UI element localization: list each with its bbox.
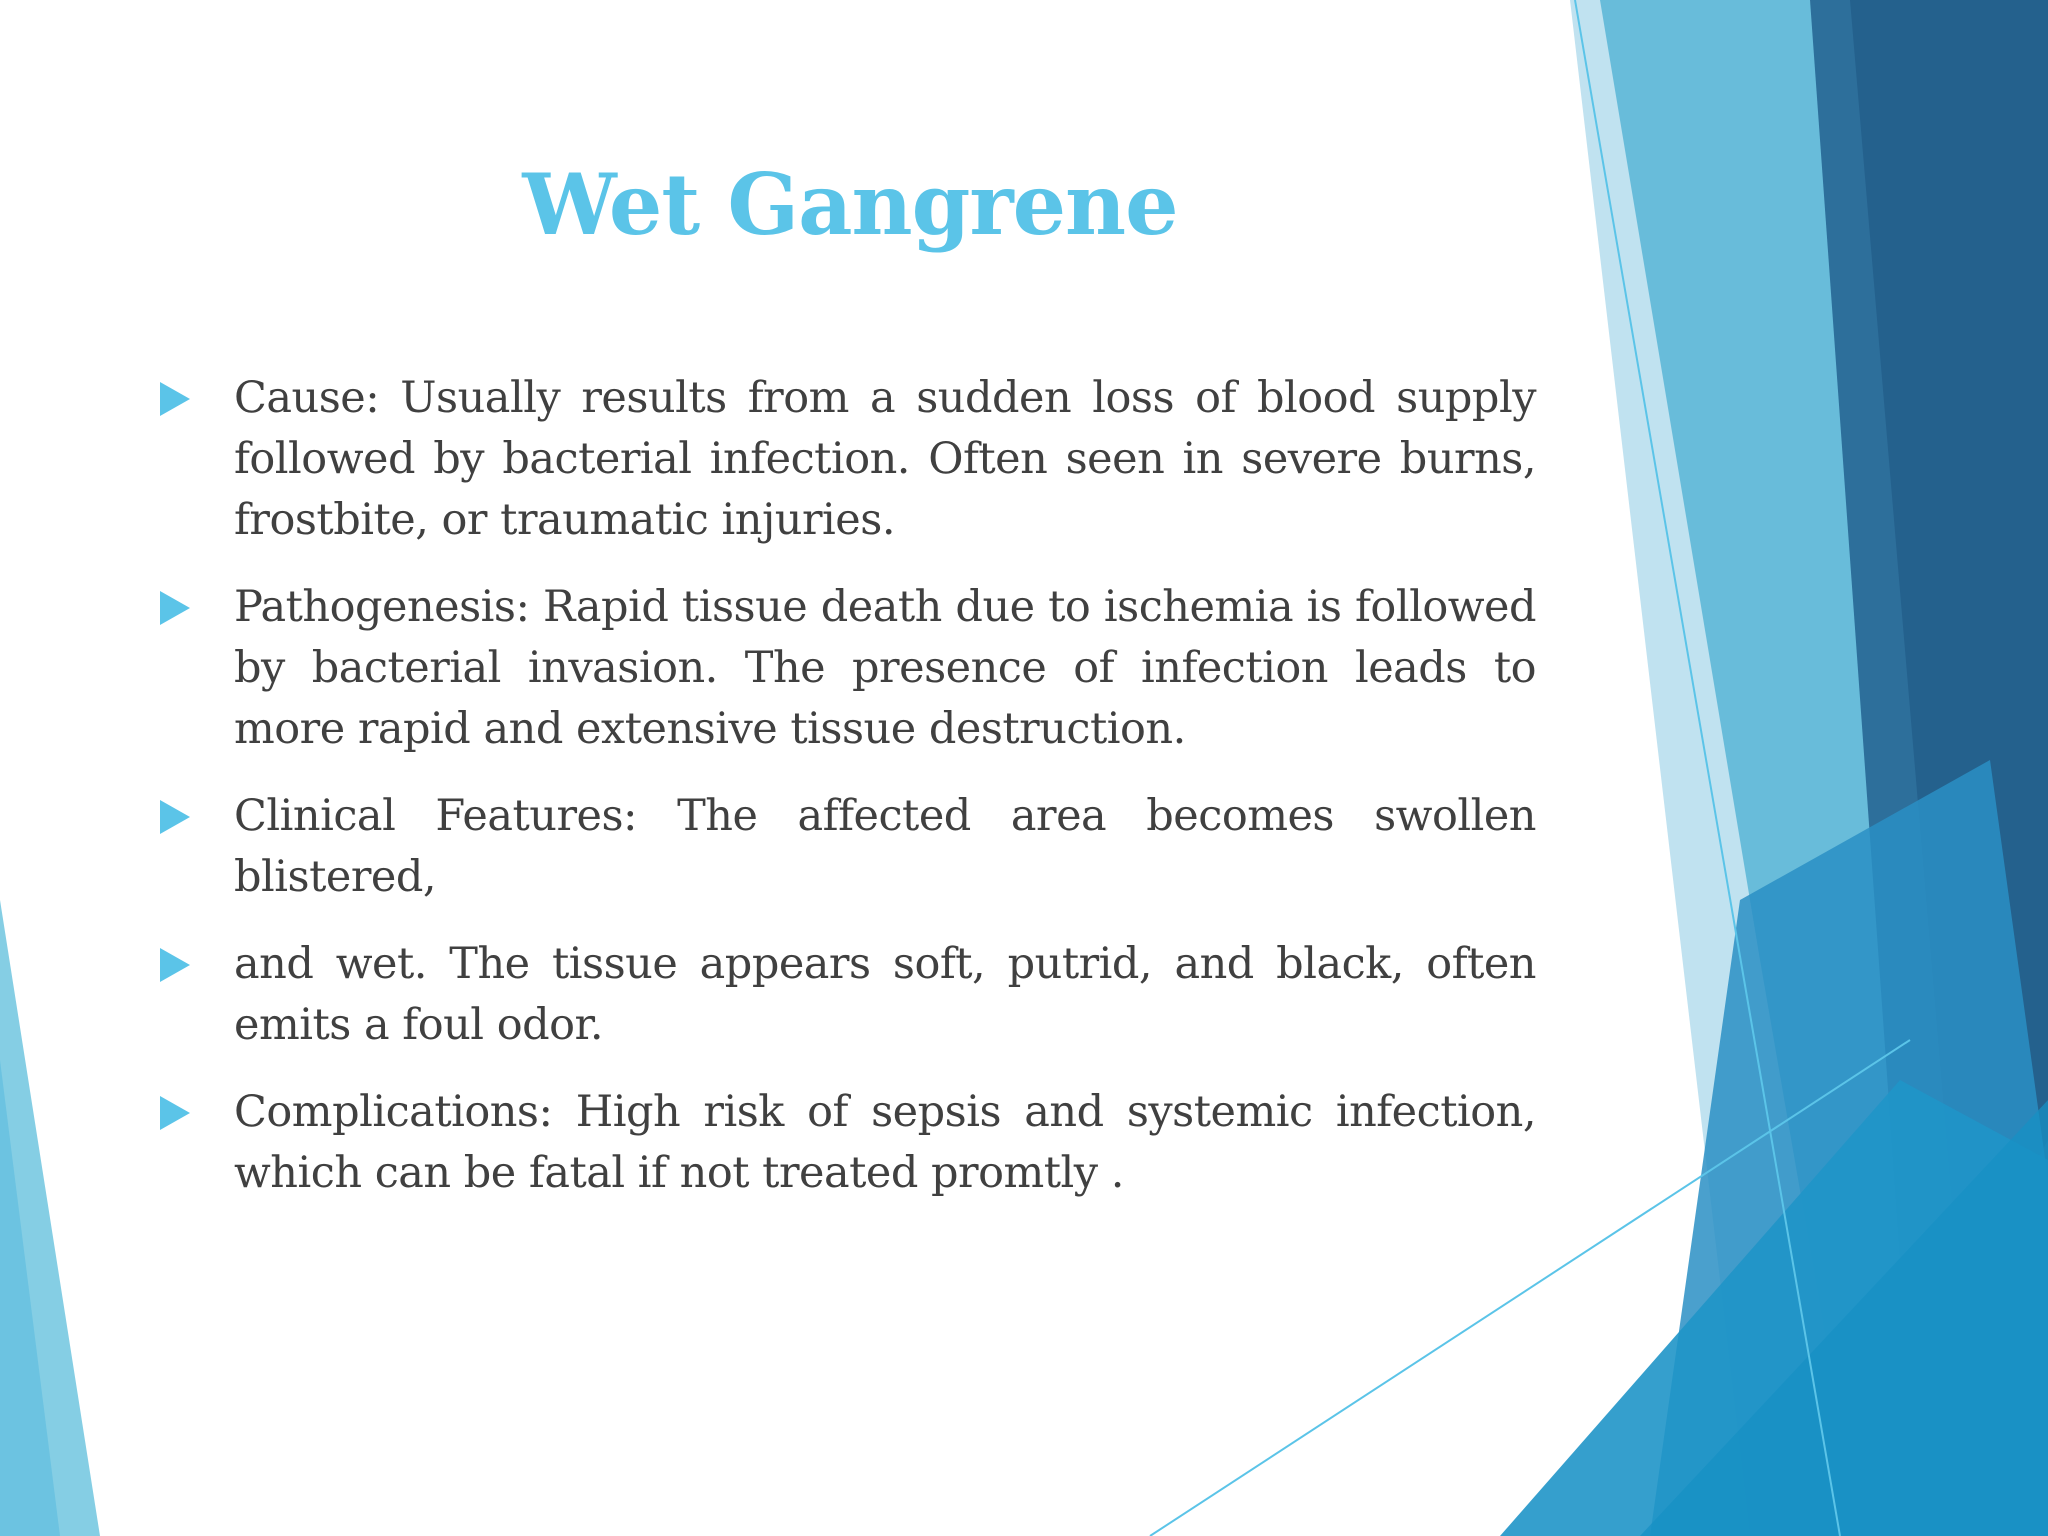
bullet-item: [160, 934, 1536, 1056]
triangle-right-icon: [160, 1096, 190, 1130]
bullet-text: Clinical Features: The affected area becomes swollen blistered,: [234, 791, 1536, 902]
bullet-list: [160, 368, 1536, 1230]
triangle-right-icon: [160, 382, 190, 416]
bullet-item: [160, 786, 1536, 908]
bullet-text: Complications: High risk of sepsis and systemic infection, which can be fatal if not treated promtly .: [234, 1087, 1536, 1198]
bullet-item: [160, 1082, 1536, 1204]
bullet-text: Cause: Usually results from a sudden loss of blood supply followed by bacterial infection. Often seen in severe burns, frostbite, or traumatic injuries.: [234, 373, 1536, 545]
bullet-text: Pathogenesis: Rapid tissue death due to ischemia is followed by bacterial invasion. The presence of infection leads to more rapid and extensive tissue destruction.: [234, 582, 1536, 754]
slide-title: Wet Gangrene: [522, 155, 1178, 254]
bullet-text: and wet. The tissue appears soft, putrid, and black, often emits a foul odor.: [234, 939, 1536, 1050]
triangle-right-icon: [160, 948, 190, 982]
bullet-item: [160, 577, 1536, 760]
triangle-right-icon: [160, 591, 190, 625]
bullet-item: [160, 368, 1536, 551]
triangle-right-icon: [160, 800, 190, 834]
